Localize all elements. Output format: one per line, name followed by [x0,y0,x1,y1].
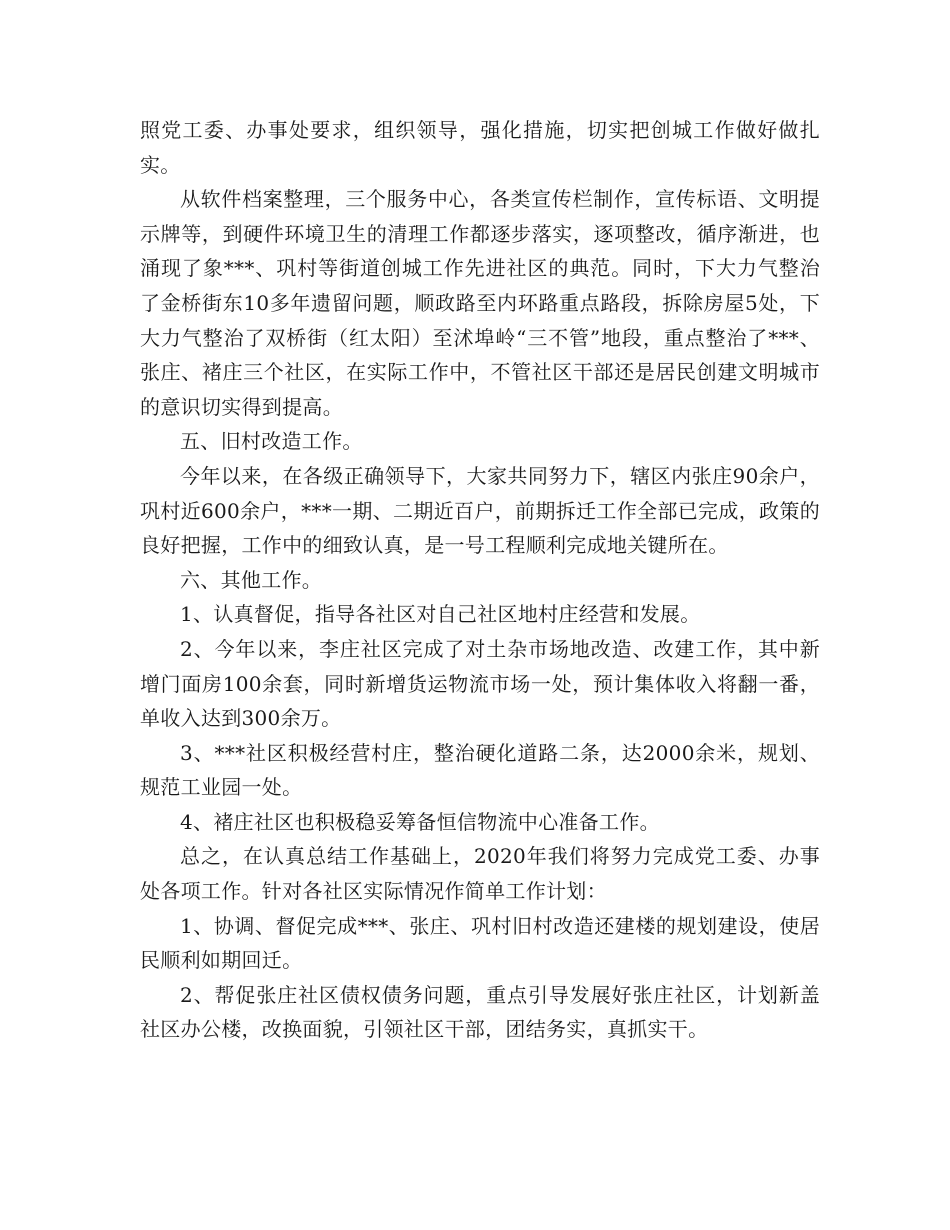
list-item-1: 1、认真督促，指导各社区对自己社区地村庄经营和发展。 [180,602,701,627]
paragraph-2: 从软件档案整理，三个服务中心，各类宣传栏制作，宣传标语、文明提示牌等，到硬件环境卫生的清理工作都逐步落实，逐项整改，循序渐进，也涌现了象***、巩村等街道创城工作先进社区的典范。同时，下大力气整治了金桥街东10多年遗留问题，顺政路至内环路重点路段，拆除房屋5处，下大力气整治了双桥街（红太阳）至沭埠岭“三不管”地段，重点整治了***、张庄、褚庄三个社区，在实际工作中，不管社区干部还是居民创建文明城市的意识切实得到提高。 [140,187,820,419]
plan-item-1: 1、协调、督促完成***、张庄、巩村旧村改造还建楼的规划建设，使居民顺利如期回迁。 [140,913,820,973]
document-body [140,113,820,1047]
paragraph-3: 今年以来，在各级正确领导下，大家共同努力下，辖区内张庄90余户，巩村近600余户，***一期、二期近百户，前期拆迁工作全部已完成，政策的良好把握，工作中的细致认真，是一号工程顺利完成地关键所在。 [140,463,820,558]
section-heading-5: 五、旧村改造工作。 [180,429,363,454]
list-item-4: 4、褚庄社区也积极稳妥筹备恒信物流中心准备工作。 [180,809,660,834]
summary-paragraph: 总之，在认真总结工作基础上，2020年我们将努力完成党工委、办事处各项工作。针对各社区实际情况作简单工作计划： [140,844,820,904]
list-item-2: 2、今年以来，李庄社区完成了对土杂市场地改造、改建工作，其中新增门面房100余套，同时新增货运物流市场一处，预计集体收入将翻一番，单收入达到300余万。 [140,636,820,731]
section-heading-6: 六、其他工作。 [180,567,323,592]
list-item-3: 3、***社区积极经营村庄，整治硬化道路二条，达2000余米，规划、规范工业园一处。 [140,740,820,800]
plan-item-2: 2、帮促张庄社区债权债务问题，重点引导发展好张庄社区，计划新盖社区办公楼，改换面貌，引领社区干部，团结务实，真抓实干。 [140,982,820,1042]
paragraph-1: 照党工委、办事处要求，组织领导，强化措施，切实把创城工作做好做扎实。 [140,118,820,177]
